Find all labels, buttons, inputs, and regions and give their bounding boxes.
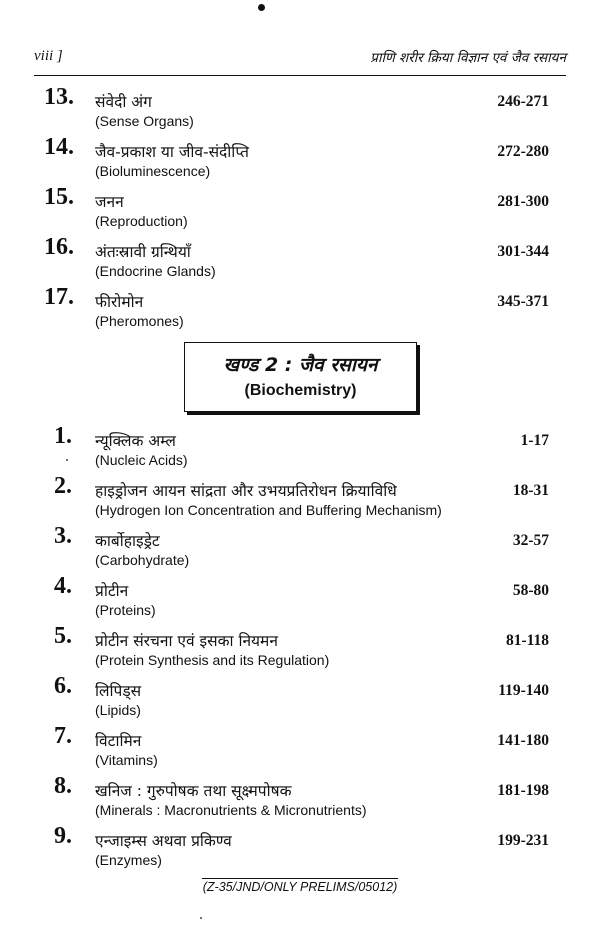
section-heading-hindi: खण्ड 2 : जैव रसायन [223,354,378,376]
chapter-title-hindi: विटामिन [95,732,142,750]
chapter-title-english: (Protein Synthesis and its Regulation) [95,652,330,668]
chapter-title-english: (Minerals : Macronutrients & Micronutrients) [95,802,367,818]
section-heading-english: (Biochemistry) [244,382,357,399]
chapter-title-hindi: जैव-प्रकाश या जीव-संदीप्ति [95,143,249,161]
toc-entry [0,723,600,775]
chapter-title-hindi: कार्बोहाइड्रेट [95,532,160,550]
toc-entry [0,234,600,286]
chapter-title-hindi: खनिज : गुरुपोषक तथा सूक्ष्मपोषक [95,782,292,800]
chapter-title-english: (Bioluminescence) [95,163,211,179]
chapter-title-hindi: प्रोटीन संरचना एवं इसका नियमन [95,632,278,650]
toc-entry [0,284,600,336]
chapter-number: 15. [44,184,74,210]
page-range: 181-198 [497,782,549,799]
toc-entry [0,773,600,825]
running-title: प्राणि शरीर क्रिया विज्ञान एवं जैव रसायन [370,50,566,66]
toc-entry [0,473,600,525]
chapter-number: 9. [54,823,72,849]
chapter-title-hindi: एन्जाइम्स अथवा प्रकिण्व [95,832,232,850]
chapter-title-hindi: प्रोटीन [95,582,129,600]
toc-entry [0,423,600,475]
toc-entry [0,84,600,136]
chapter-number: 1. [54,423,72,449]
chapter-number: 5. [54,623,72,649]
chapter-title-english: (Hydrogen Ion Concentration and Buffering Mechanism) [95,502,442,518]
toc-entry [0,623,600,675]
section-heading-box [184,342,417,412]
toc-entry [0,573,600,625]
header-rule [34,75,566,76]
toc-entry [0,184,600,236]
chapter-title-hindi: फीरोमोन [95,293,144,311]
page-range: 32-57 [512,532,549,549]
chapter-number: 2. [54,473,72,499]
chapter-title-english: (Vitamins) [95,752,158,768]
chapter-number: 16. [44,234,74,260]
chapter-title-english: (Carbohydrate) [95,552,190,568]
toc-entry [0,523,600,575]
footer-rule [202,878,398,879]
page-range: 119-140 [498,682,549,699]
chapter-title-english: (Reproduction) [95,213,188,229]
page-speck [200,917,202,919]
page-range: 301-344 [497,243,549,260]
toc-entry [0,673,600,725]
chapter-title-english: (Proteins) [95,602,156,618]
toc-entry [0,134,600,186]
chapter-title-english: (Enzymes) [95,852,162,868]
page-label: viii ] [34,48,63,64]
running-header [34,48,566,68]
chapter-title-hindi: अंतःस्रावी ग्रन्थियाँ [95,243,191,261]
chapter-title-hindi: लिपिड्स [95,682,142,700]
chapter-number: 7. [54,723,72,749]
toc-entry [0,823,600,875]
chapter-number: 8. [54,773,72,799]
chapter-number: 17. [44,284,74,310]
page-range: 246-271 [497,93,549,110]
chapter-title-english: (Nucleic Acids) [95,452,188,468]
chapter-title-hindi: हाइड्रोजन आयन सांद्रता और उभयप्रतिरोधन क्रियाविधि [95,482,397,500]
chapter-title-english: (Sense Organs) [95,113,194,129]
page-range: 141-180 [497,732,549,749]
footer-code: (Z-35/JND/ONLY PRELIMS/05012) [202,880,398,894]
chapter-title-english: (Pheromones) [95,313,184,329]
page-range: 81-118 [505,632,549,649]
chapter-title-english: (Endocrine Glands) [95,263,216,279]
page-range: 272-280 [497,143,549,160]
page-range: 199-231 [497,832,549,849]
chapter-number: 3. [54,523,72,549]
chapter-title-hindi: न्यूक्लिक अम्ल [95,432,176,450]
page-range: 18-31 [512,482,549,499]
chapter-number: 4. [54,573,72,599]
chapter-title-english: (Lipids) [95,702,141,718]
page-range: 1-17 [520,432,549,449]
page-range: 345-371 [497,293,549,310]
chapter-title-hindi: संवेदी अंग [95,93,152,111]
page-mark-dot [258,4,265,11]
page-range: 281-300 [497,193,549,210]
chapter-number: 6. [54,673,72,699]
chapter-number: 14. [44,134,74,160]
page-range: 58-80 [512,582,549,599]
chapter-number: 13. [44,84,74,110]
chapter-title-hindi: जनन [95,193,124,211]
